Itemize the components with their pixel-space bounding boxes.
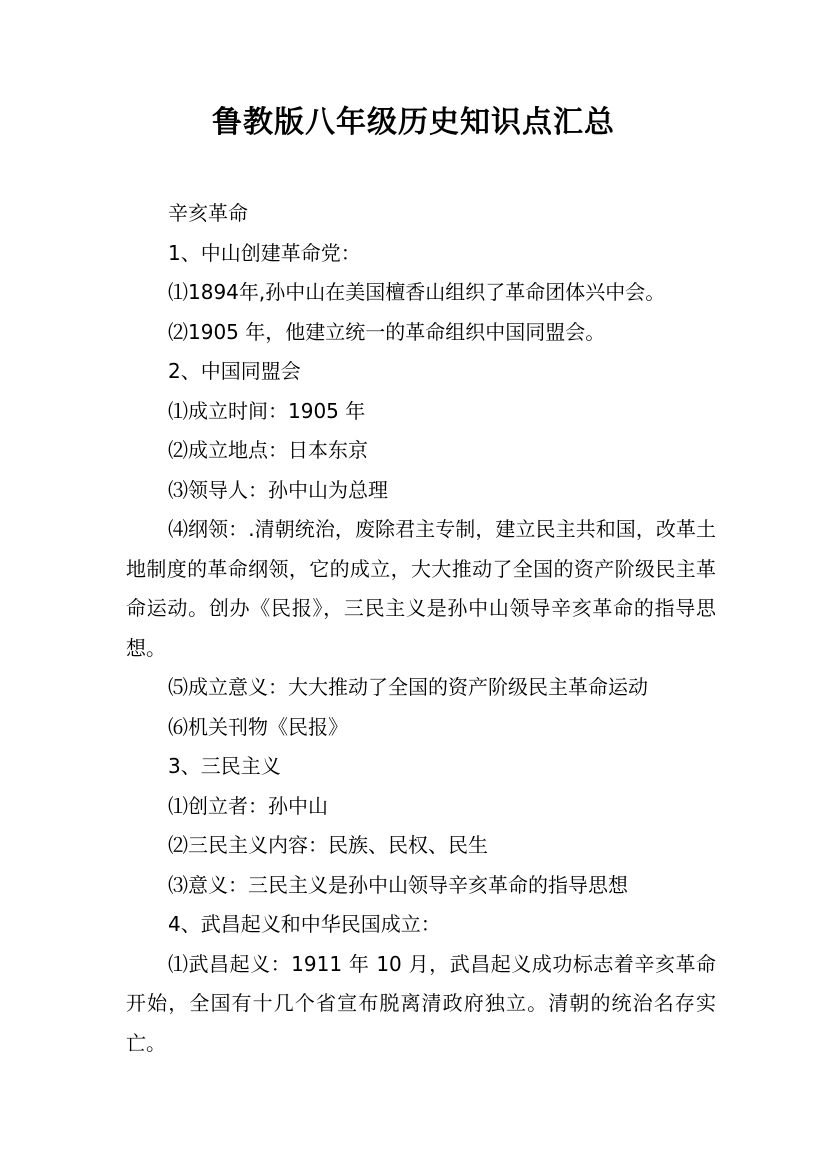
list-item: ⑵三民主义内容：民族、民权、民生 bbox=[168, 833, 488, 857]
list-item: ⑹机关刊物《民报》 bbox=[168, 714, 348, 739]
section-heading: 辛亥革命 bbox=[168, 201, 248, 225]
subsection-heading: 2、中国同盟会 bbox=[168, 359, 301, 383]
subsection-heading: 1、中山创建革命党： bbox=[168, 240, 361, 265]
list-item: ⑶领导人：孙中山为总理 bbox=[168, 477, 388, 502]
list-item-paragraph: ⑷纲领：.清朝统治，废除君主专制，建立民主共和国，改革土地制度的革命纲领，它的成立，大大推动了全国的资产阶级民主革命运动。创办《民报》，三民主义是孙中山领导辛亥革命的指导思想。 bbox=[126, 517, 716, 660]
list-item: ⑴创立者：孙中山 bbox=[168, 793, 328, 818]
subsection-heading: 4、武昌起义和中华民国成立： bbox=[168, 912, 441, 936]
list-item: ⑴1894年,孙中山在美国檀香山组织了革命团体兴中会。 bbox=[168, 280, 666, 304]
document-title: 鲁教版八年级历史知识点汇总 bbox=[212, 105, 615, 140]
list-item: ⑶意义：三民主义是孙中山领导辛亥革命的指导思想 bbox=[168, 872, 628, 897]
list-item: ⑸成立意义：大大推动了全国的资产阶级民主革命运动 bbox=[168, 675, 648, 699]
document-body bbox=[126, 194, 716, 1063]
list-item-paragraph: ⑴武昌起义：1911 年 10 月，武昌起义成功标志着辛亥革命开始，全国有十几个省宣布脱离清政府独立。清朝的统治名存实亡。 bbox=[126, 951, 716, 1055]
list-item: ⑴成立时间：1905 年 bbox=[168, 398, 366, 423]
list-item: ⑵1905 年，他建立统一的革命组织中国同盟会。 bbox=[168, 319, 606, 344]
subsection-heading: 3、三民主义 bbox=[168, 754, 281, 778]
list-item: ⑵成立地点：日本东京 bbox=[168, 438, 368, 462]
